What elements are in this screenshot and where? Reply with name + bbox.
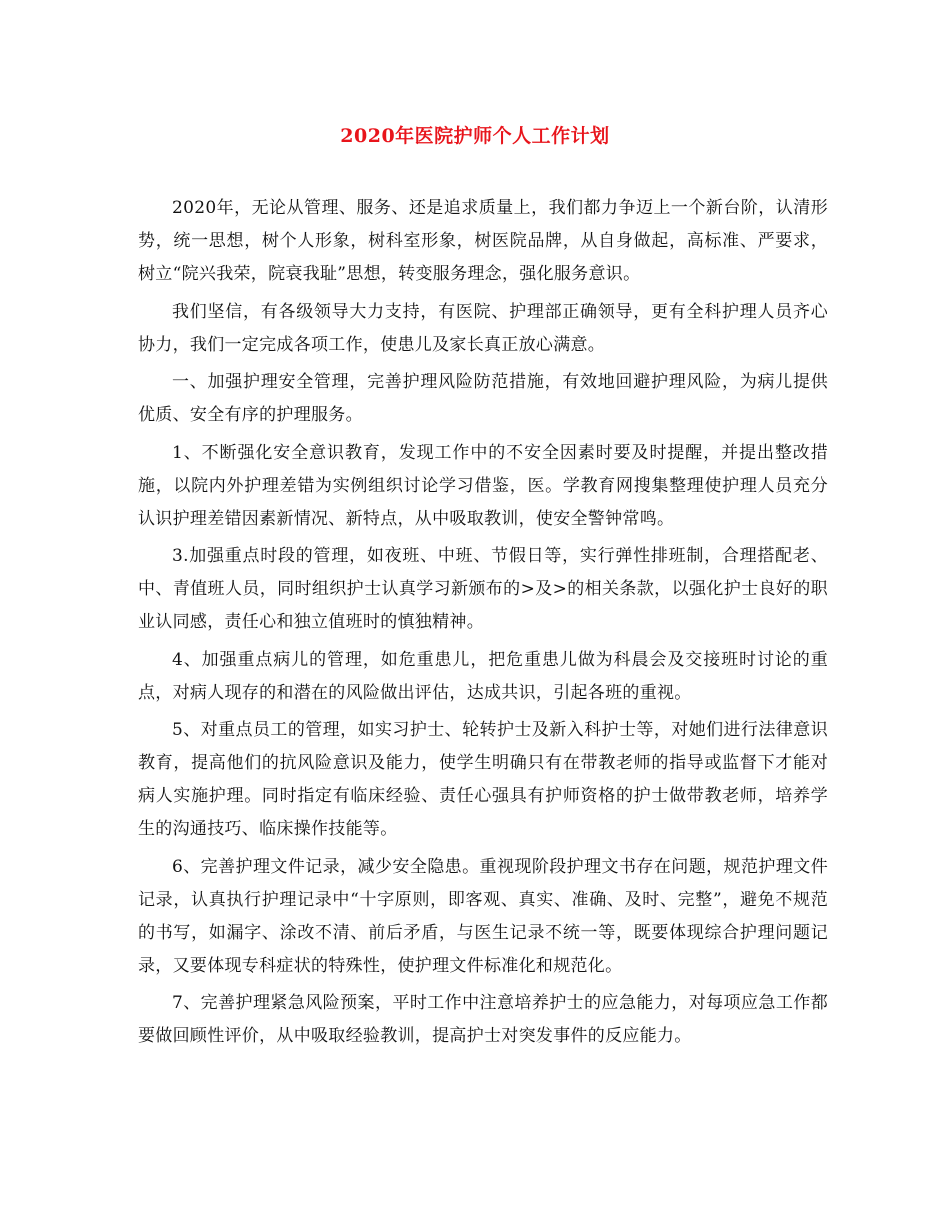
paragraph-item-1: 1、不断强化安全意识教育，发现工作中的不安全因素时要及时提醒，并提出整改措施，以院内外护理差错为实例组织讨论学习借鉴，医。学教育网搜集整理使护理人员充分认识护理差错因素新情况、新特点，从中吸取教训，使安全警钟常鸣。 <box>138 442 828 529</box>
paragraph-section-1: 一、加强护理安全管理，完善护理风险防范措施，有效地回避护理风险，为病儿提供优质、安全有序的护理服务。 <box>138 372 828 425</box>
paragraph-belief: 我们坚信，有各级领导大力支持，有医院、护理部正确领导，更有全科护理人员齐心协力，我们一定完成各项工作，使患儿及家长真正放心满意。 <box>138 301 828 355</box>
document-title: 2020年医院护师个人工作计划 <box>340 125 610 147</box>
paragraph-item-5: 5、对重点员工的管理，如实习护士、轮转护士及新入科护士等，对她们进行法律意识教育，提高他们的抗风险意识及能力，使学生明确只有在带教老师的指导或监督下才能对病人实施护理。同时指定有临床经验、责任心强具有护师资格的护士做带教老师，培养学生的沟通技巧、临床操作技能等。 <box>138 720 828 839</box>
paragraph-item-7: 7、完善护理紧急风险预案，平时工作中注意培养护士的应急能力，对每项应急工作都要做回顾性评价，从中吸取经验教训，提高护士对突发事件的反应能力。 <box>138 993 828 1046</box>
paragraph-item-3: 3.加强重点时段的管理，如夜班、中班、节假日等，实行弹性排班制，合理搭配老、中、青值班人员，同时组织护士认真学习新颁布的>及>的相关条款，以强化护士良好的职业认同感，责任心和独立值班时的慎独精神。 <box>138 546 828 632</box>
paragraph-intro: 2020年，无论从管理、服务、还是追求质量上，我们都力争迈上一个新台阶，认清形势，统一思想，树个人形象，树科室形象，树医院品牌，从自身做起，高标准、严要求，树立“院兴我荣，院衰我耻”思想，转变服务理念，强化服务意识。 <box>138 198 828 284</box>
document-body <box>138 192 828 1058</box>
paragraph-item-6: 6、完善护理文件记录，减少安全隐患。重视现阶段护理文书存在问题，规范护理文件记录，认真执行护理记录中“十字原则，即客观、真实、准确、及时、完整”，避免不规范的书写，如漏字、涂改不清、前后矛盾，与医生记录不统一等，既要体现综合护理问题记录，又要体现专科症状的特殊性，使护理文件标准化和规范化。 <box>138 856 828 976</box>
paragraph-item-4: 4、加强重点病儿的管理，如危重患儿，把危重患儿做为科晨会及交接班时讨论的重点，对病人现存的和潜在的风险做出评估，达成共识，引起各班的重视。 <box>138 649 828 703</box>
